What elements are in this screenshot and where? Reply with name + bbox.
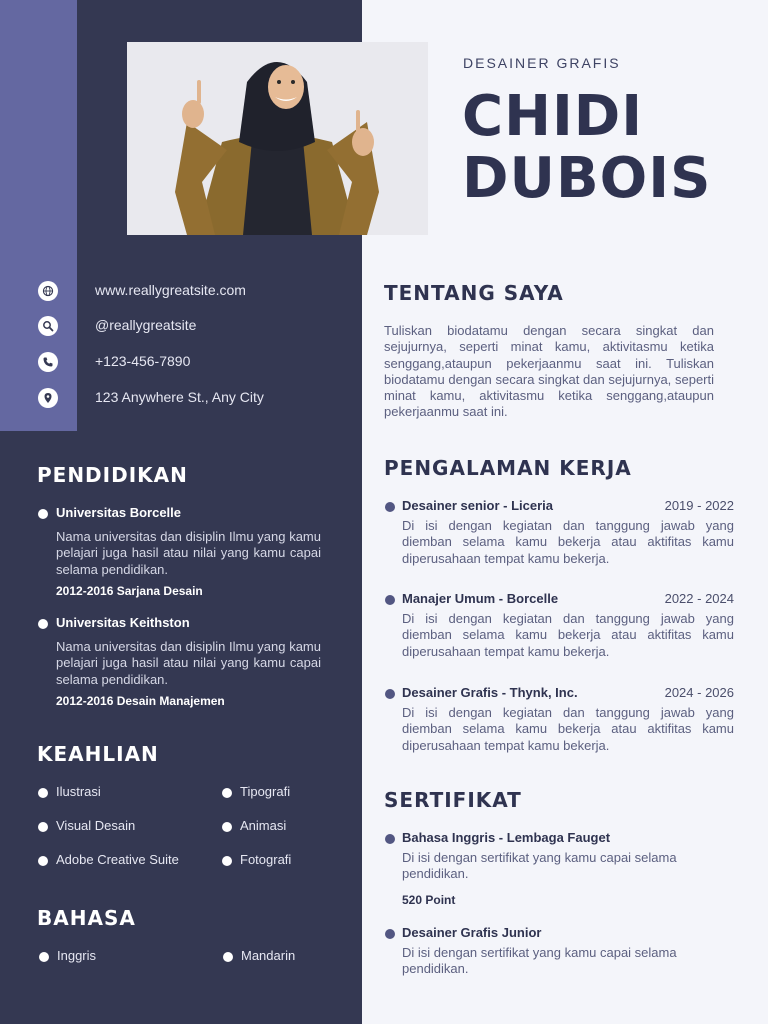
education-period: 2012-2016 Sarjana Desain xyxy=(56,584,203,598)
certificate-score: 520 Point xyxy=(402,893,456,907)
bullet-icon xyxy=(223,952,233,962)
bullet-icon xyxy=(385,929,395,939)
job-period: 2022 - 2024 xyxy=(664,591,734,606)
search-icon xyxy=(38,316,58,336)
education-description: Nama universitas dan disiplin Ilmu yang kamu pelajari juga hasil atau nilai yang kamu capai selama pendidikan. xyxy=(56,639,321,687)
bullet-icon xyxy=(38,856,48,866)
education-description: Nama universitas dan disiplin Ilmu yang kamu pelajari juga hasil atau nilai yang kamu capai selama pendidikan. xyxy=(56,529,321,577)
job-period: 2024 - 2026 xyxy=(664,685,734,700)
school-name: Universitas Borcelle xyxy=(56,505,182,520)
experience-item xyxy=(384,591,734,663)
certificate-description: Di isi dengan sertifikat yang kamu capai selama pendidikan. xyxy=(402,945,677,977)
globe-icon xyxy=(38,281,58,301)
phone-icon xyxy=(38,352,58,372)
job-position: Desainer Grafis - Thynk, Inc. xyxy=(402,685,578,700)
languages-heading: BAHASA xyxy=(37,906,136,930)
certificate-title: Desainer Grafis Junior xyxy=(402,925,542,940)
certificate-item xyxy=(384,830,734,910)
bullet-icon xyxy=(38,822,48,832)
bullet-icon xyxy=(385,502,395,512)
experience-heading: PENGALAMAN KERJA xyxy=(384,456,632,480)
job-description: Di isi dengan kegiatan dan tanggung jawab yang diemban selama kamu bekerja atau aktifitas kamu diperusahaan tempat kamu bekerja. xyxy=(402,518,734,566)
about-heading: TENTANG SAYA xyxy=(384,281,564,305)
skills-heading: KEAHLIAN xyxy=(37,742,159,766)
job-description: Di isi dengan kegiatan dan tanggung jawab yang diemban selama kamu bekerja atau aktifitas kamu diperusahaan tempat kamu bekerja. xyxy=(402,705,734,753)
school-name: Universitas Keithston xyxy=(56,615,190,630)
bullet-icon xyxy=(39,952,49,962)
phone-text[interactable]: +123-456-7890 xyxy=(95,353,191,369)
bullet-icon xyxy=(385,834,395,844)
bullet-icon xyxy=(38,509,48,519)
job-period: 2019 - 2022 xyxy=(664,498,734,513)
location-pin-icon xyxy=(38,388,58,408)
education-item xyxy=(37,505,327,605)
bullet-icon xyxy=(222,822,232,832)
certificate-title: Bahasa Inggris - Lembaga Fauget xyxy=(402,830,611,845)
address-text: 123 Anywhere St., Any City xyxy=(95,389,264,405)
certificates-heading: SERTIFIKAT xyxy=(384,788,522,812)
experience-item xyxy=(384,685,734,757)
bullet-icon xyxy=(222,788,232,798)
bullet-icon xyxy=(385,689,395,699)
education-period: 2012-2016 Desain Manajemen xyxy=(56,694,225,708)
certificate-item xyxy=(384,925,734,985)
full-name xyxy=(462,86,711,210)
name-last: DUBOIS xyxy=(462,146,712,211)
education-heading: PENDIDIKAN xyxy=(37,463,188,487)
job-title: DESAINER GRAFIS xyxy=(463,55,621,71)
website-text[interactable]: www.reallygreatsite.com xyxy=(95,282,246,298)
about-text: Tuliskan biodatamu dengan secara singkat dan sejujurnya, seperti minat kamu, aktivitasmu ketika senggang,ataupun pekerjaanmu saat ini. Tuliskan biodatamu dengan secara singkat dan sejujurnya, seperti minat kamu, aktivitasmu ketika senggang,ataupun pekerjaanmu saat ini. xyxy=(384,323,714,420)
contact-address xyxy=(0,383,362,413)
contact-website xyxy=(0,276,362,306)
social-handle-text[interactable]: @reallygreatsite xyxy=(95,317,197,333)
certificate-description: Di isi dengan sertifikat yang kamu capai selama pendidikan. xyxy=(402,850,677,882)
bullet-icon xyxy=(38,619,48,629)
bullet-icon xyxy=(222,856,232,866)
job-position: Desainer senior - Liceria xyxy=(402,498,554,513)
job-description: Di isi dengan kegiatan dan tanggung jawab yang diemban selama kamu bekerja atau aktifitas kamu diperusahaan tempat kamu bekerja. xyxy=(402,611,734,659)
education-item xyxy=(37,615,327,715)
name-first: CHIDI xyxy=(462,84,644,149)
profile-photo xyxy=(127,42,428,235)
experience-item xyxy=(384,498,734,570)
bullet-icon xyxy=(38,788,48,798)
contact-social xyxy=(0,311,362,341)
contact-phone xyxy=(0,347,362,377)
bullet-icon xyxy=(385,595,395,605)
job-position: Manajer Umum - Borcelle xyxy=(402,591,559,606)
